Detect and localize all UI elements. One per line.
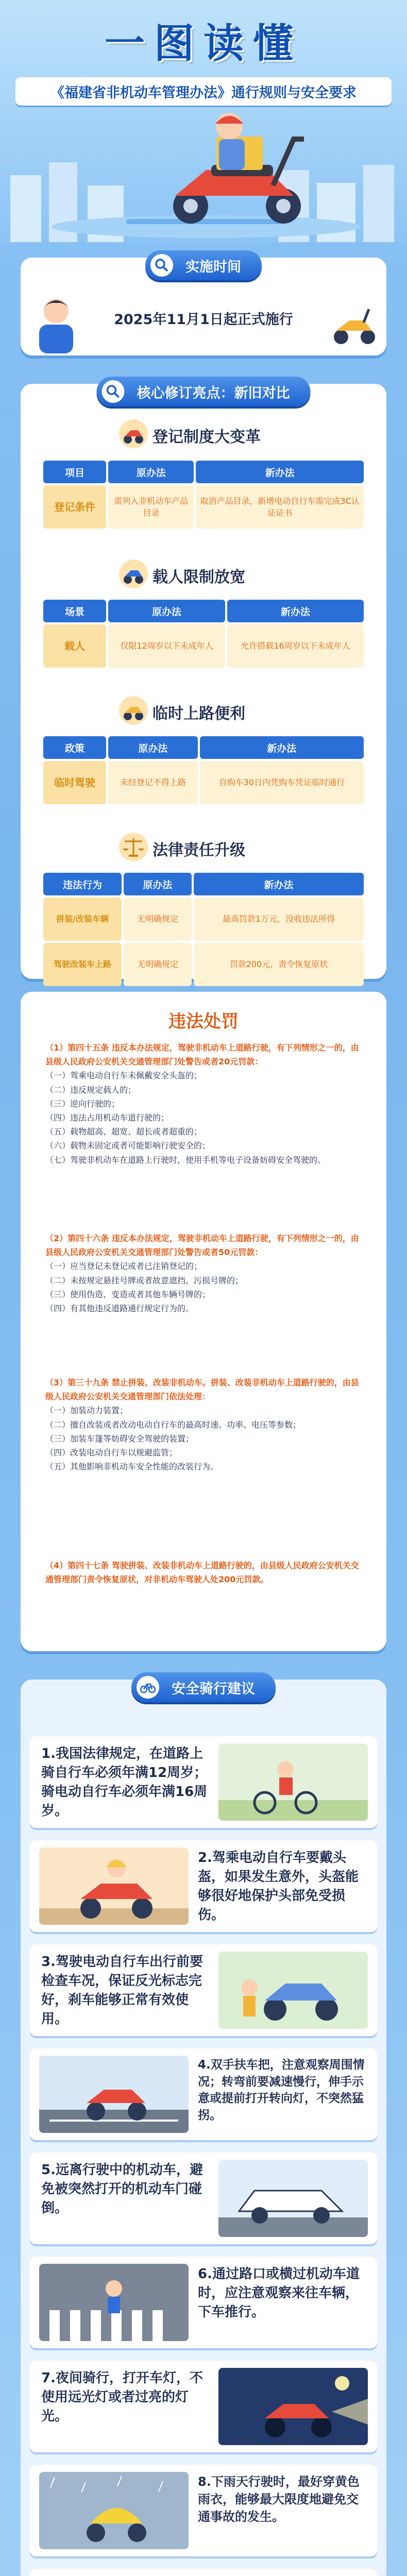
penalty-item: （四）违法占用机动车道行驶的； xyxy=(45,1112,169,1123)
penalty-block xyxy=(45,1041,362,1167)
penalty-item: （一）应当登记未登记或者已注销登记的； xyxy=(45,1261,202,1272)
temporary-title: 临时上路便利 xyxy=(152,705,245,723)
penalty-item: （七）驾驶非机动车在道路上行驶时，使用手机等电子设备妨碍安全驾驶的。 xyxy=(45,1155,326,1165)
ebike-icon xyxy=(118,419,148,449)
table-header: 新办法 xyxy=(194,873,364,895)
rain-riding-illustration xyxy=(39,2472,189,2549)
old-rule: 无明确规定 xyxy=(124,897,192,941)
row-label: 载人 xyxy=(43,624,106,668)
table-header: 原办法 xyxy=(108,736,198,759)
rider-illustration xyxy=(0,108,407,242)
implementation-header xyxy=(145,250,262,280)
table-header: 场景 xyxy=(43,600,106,622)
table-header: 新办法 xyxy=(196,461,364,483)
scooter-icon xyxy=(331,305,377,346)
scales-of-justice-icon xyxy=(118,832,148,862)
row-label: 登记条件 xyxy=(43,485,106,529)
penalty-item: （三）逆向行驶的； xyxy=(45,1098,120,1109)
penalty-item: （六）载物未固定或者可能影响行驶安全的； xyxy=(45,1141,211,1151)
main-subtitle: 《福建省非机动车管理办法》通行规则与安全要求 xyxy=(15,77,392,106)
safety-tip xyxy=(30,1944,377,2036)
penalty-item: （五）其他影响非机动车安全性能的改装行为。 xyxy=(45,1462,219,1472)
night-riding-illustration xyxy=(218,2368,368,2445)
ebike-icon xyxy=(118,696,148,725)
old-rule: 需列入非机动车产品目录 xyxy=(108,485,194,529)
penalties-title: 违法处罚 xyxy=(168,1011,239,1032)
revisions-header xyxy=(97,377,311,406)
tip-text: 8.下雨天行驶时，最好穿黄色雨衣，能够最大限度地避免交通事故的发生。 xyxy=(198,2475,360,2524)
penalty-block xyxy=(45,1558,362,1586)
penalty-item: （二）擅自改装或者改动电动自行车的最高时速、功率、电压等参数； xyxy=(45,1419,301,1430)
temporary-table xyxy=(41,734,366,806)
tip-text: 5.远离行驶中的机动车，避免被突然打开的机动车门碰倒。 xyxy=(41,2162,203,2216)
tip-text: 2.驾乘电动自行车要戴头盔，如果发生意外，头盔能够很好地保护头部免受损伤。 xyxy=(198,1850,359,1923)
passenger-title: 载人限制放宽 xyxy=(152,568,245,586)
table-header: 项目 xyxy=(43,461,106,483)
penalty-item: （一）加装动力装置； xyxy=(45,1405,128,1416)
new-rule: 取消产品目录，新增电动自行车需完成3C认证证书 xyxy=(196,485,364,529)
penalty-item: （四）有其他违反道路通行规定行为的。 xyxy=(45,1303,194,1313)
safety-tip xyxy=(30,1840,377,1932)
child-cyclist-illustration xyxy=(218,1743,368,1821)
safety-header-label: 安全骑行建议 xyxy=(172,1681,255,1697)
table-header: 违法行为 xyxy=(43,873,122,895)
passenger-table xyxy=(41,598,366,670)
table-row xyxy=(43,943,364,986)
table-row xyxy=(43,897,364,941)
table-header: 新办法 xyxy=(200,736,364,759)
penalty-block xyxy=(45,1376,362,1473)
penalty-lead: （2）第四十六条 违反本办法规定，驾驶非机动车上道路行驶，有下列情形之一的，由县级人民政府公安机关交通管理部门处警告或者50元罚款： xyxy=(45,1233,359,1258)
tip-text: 6.通过路口或横过机动车道时，应注意观察来往车辆，下车推行。 xyxy=(198,2266,360,2320)
safety-tip xyxy=(30,2569,377,2576)
magnifier-icon xyxy=(102,380,125,403)
liability-table xyxy=(41,871,366,988)
safety-tip xyxy=(30,2361,377,2452)
crossing-illustration xyxy=(39,2264,189,2341)
vehicle-check-illustration xyxy=(218,1952,368,2029)
table-header: 新办法 xyxy=(227,600,364,622)
penalty-block xyxy=(45,1231,362,1315)
penalty-lead: （3）第三十九条 禁止拼装、改装非机动车。拼装、改装非机动车上道路行驶的，由县级人民政府公安机关交通管理部门依法处理： xyxy=(45,1378,359,1402)
implementation-header-label: 实施时间 xyxy=(185,259,241,275)
implementation-date: 2025年11月1日起正式施行 xyxy=(114,312,293,328)
bicycle-icon xyxy=(137,1676,159,1699)
registration-table xyxy=(41,459,366,531)
row-label: 拼装/改装车辆 xyxy=(43,897,122,941)
table-header: 政策 xyxy=(43,736,106,759)
row-label: 临时驾驶 xyxy=(43,761,106,804)
old-rule: 仅限12周岁以下未成年人 xyxy=(108,624,225,668)
old-rule: 无明确规定 xyxy=(124,943,192,986)
new-rule: 允许搭载16周岁以下未成年人 xyxy=(227,624,364,668)
main-title: 一图读懂 xyxy=(104,21,302,67)
penalty-item: （三）使用伪造、变造或者其他车辆号牌的； xyxy=(45,1289,211,1299)
penalty-lead: （1）第四十五条 违反本办法规定，驾驶非机动车上道路行驶，有下列情形之一的，由县级人民政府公安机关交通管理部门处警告或者20元罚款： xyxy=(45,1043,359,1067)
penalty-item: （二）未按规定悬挂号牌或者故意遮挡、污损号牌的； xyxy=(45,1275,244,1285)
new-rule: 自购车30日内凭购车凭证临时通行 xyxy=(200,761,364,804)
revisions-card xyxy=(21,384,386,979)
tip-text: 3.驾驶电动自行车出行前要检查车况，保证反光标志完好，刹车能够正常有效使用。 xyxy=(41,1954,203,2027)
tip-text: 4.双手扶车把，注意观察周围情况；转弯前要减速慢行，伸手示意或提前打开转向灯，不突然猛拐。 xyxy=(198,2058,365,2122)
scooter-icon xyxy=(118,559,148,589)
table-header: 原办法 xyxy=(124,873,192,895)
table-header: 原办法 xyxy=(108,600,225,622)
table-row xyxy=(43,624,364,668)
person-illustration xyxy=(28,293,84,353)
safety-tip xyxy=(30,2048,377,2140)
penalties-card xyxy=(21,992,386,1651)
penalty-item: （一）驾乘电动自行车未佩戴安全头盔的； xyxy=(45,1071,202,1081)
old-rule: 未经登记不得上路 xyxy=(108,761,198,804)
turn-signal-illustration xyxy=(39,2056,189,2133)
revisions-header-label: 核心修订亮点：新旧对比 xyxy=(137,385,290,401)
safety-tip xyxy=(30,2257,377,2348)
new-rule: 最高罚款1万元，没收违法所得 xyxy=(194,897,364,941)
new-rule: 罚款200元，责令恢复原状 xyxy=(194,943,364,986)
table-row xyxy=(43,485,364,529)
magnifier-icon xyxy=(150,254,173,277)
penalty-item: （四）改装电动自行车以规避监管； xyxy=(45,1447,178,1458)
hero-banner xyxy=(0,0,407,242)
penalty-item: （五）载物超高、超宽、超长或者超重的； xyxy=(45,1127,202,1137)
implementation-card xyxy=(21,258,386,355)
penalty-item: （二）违反规定载人的； xyxy=(45,1084,137,1095)
safety-tip xyxy=(30,1736,377,1828)
penalty-lead: （4）第四十七条 驾驶拼装、改装非机动车上道路行驶的，由县级人民政府公安机关交通管理部门责令恢复原状，对非机动车驾驶人处200元罚款。 xyxy=(45,1561,359,1585)
safety-tip xyxy=(30,2153,377,2244)
helmet-rider-illustration xyxy=(39,1848,189,1925)
safety-header xyxy=(131,1672,276,1702)
tip-text: 7.夜间骑行，打开车灯，不使用远光灯或者过亮的灯光。 xyxy=(41,2370,203,2424)
tip-text: 1.我国法律规定，在道路上骑自行车必须年满12周岁；骑电动自行车必须年满16周岁。 xyxy=(41,1746,208,1819)
safety-tip xyxy=(30,2465,377,2556)
registration-title: 登记制度大变革 xyxy=(152,428,261,446)
penalty-item: （三）加装车篷等妨碍安全驾驶的装置； xyxy=(45,1433,194,1444)
row-label: 驾驶改装车上路 xyxy=(43,943,122,986)
table-header: 原办法 xyxy=(108,461,194,483)
table-row xyxy=(43,761,364,804)
car-door-illustration xyxy=(218,2160,368,2237)
liability-title: 法律责任升级 xyxy=(152,841,245,859)
